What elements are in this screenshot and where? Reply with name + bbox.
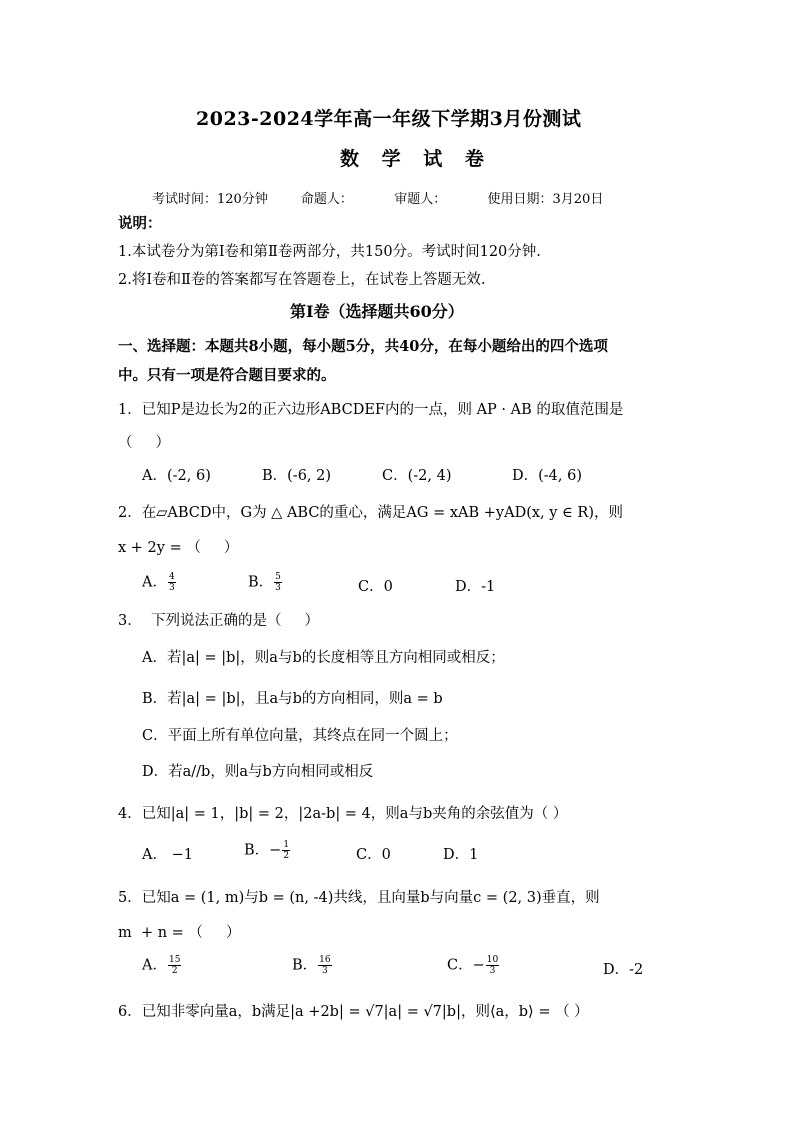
question-2-stem: 2．在▱ABCD中，G为 △ ABC的重心，满足AG = xAB +yAD(x, y ∈ R)，则 <box>118 505 623 521</box>
fraction <box>486 955 499 976</box>
question-1-stem: 1．已知P是边长为2的正六边形ABCDEF内的一点，则 AP · AB 的取值范围是 <box>118 402 624 418</box>
question-2-option-c: C．0 <box>358 579 393 595</box>
option-label: A． <box>142 957 167 974</box>
numerator: 1 <box>283 840 290 850</box>
note-item-1: 1.本试卷分为第Ⅰ卷和第Ⅱ卷两部分，共150分。考试时间120分钟. <box>118 244 541 260</box>
question-5-option-c <box>447 955 500 976</box>
option-label: B． <box>248 574 274 591</box>
question-1-answer-blank: （ ） <box>118 435 171 451</box>
question-2-stem-cont: x + 2y = （ ） <box>118 540 239 556</box>
note-item-2: 2.将Ⅰ卷和Ⅱ卷的答案都写在答题卷上，在试卷上答题无效. <box>118 272 486 288</box>
question-4-stem: 4．已知|a| = 1，|b| = 2，|2a-b| = 4，则a与b夹角的余弦值为（ ） <box>118 806 568 822</box>
option-label: B． <box>292 957 318 974</box>
question-5-option-b <box>292 955 333 976</box>
question-2-option-b <box>248 572 283 593</box>
option-label: B．− <box>244 842 282 859</box>
notes-heading: 说明： <box>118 215 162 232</box>
question-2-option-a <box>142 572 177 593</box>
question-4-option-c: C．0 <box>356 847 391 863</box>
numerator: 5 <box>275 572 281 582</box>
question-4-option-a: A． −1 <box>142 847 193 863</box>
question-5-stem: 5．已知a = (1, m)与b = (n, -4)共线，且向量b与向量c = (2, 3)垂直，则 <box>118 890 600 906</box>
question-3-option-d: D．若a//b，则a与b方向相同或相反 <box>142 764 374 780</box>
denominator: 3 <box>275 583 281 593</box>
denominator: 3 <box>489 966 496 976</box>
fraction <box>168 572 176 593</box>
question-1-option-a: A．(-2, 6) <box>142 468 211 484</box>
fraction <box>168 955 181 976</box>
question-6-stem: 6．已知非零向量a，b满足|a +2b| = √7|a| = √7|b|，则⟨a，b⟩ = （ ） <box>118 1004 589 1020</box>
fraction <box>318 955 331 976</box>
fraction <box>282 840 290 861</box>
option-label: C．− <box>447 957 485 974</box>
question-5-option-a <box>142 955 182 976</box>
numerator: 16 <box>319 955 331 965</box>
exam-meta: 考试时间：120分钟 命题人： 审题人： 使用日期：3月20日 <box>152 192 604 207</box>
section-instruction-line2: 中。只有一项是符合题目要求的。 <box>118 367 336 384</box>
option-label: A． <box>142 574 167 591</box>
section-instruction-line1: 一、选择题：本题共8小题，每小题5分，共40分，在每小题给出的四个选项 <box>118 338 608 355</box>
question-1-option-d: D．(-4, 6) <box>512 468 583 484</box>
question-5-stem-cont: m + n = （ ） <box>118 925 241 941</box>
numerator: 4 <box>168 572 175 582</box>
question-3-option-b: B．若|a| = |b|，且a与b的方向相同，则a = b <box>142 691 443 707</box>
numerator: 10 <box>486 955 499 965</box>
question-2-option-d: D．-1 <box>455 579 496 595</box>
question-4-option-d: D．1 <box>443 847 479 863</box>
exam-title: 2023-2024学年高一年级下学期3月份测试 <box>196 108 582 130</box>
denominator: 3 <box>322 966 328 976</box>
exam-subtitle: 数 学 试 卷 <box>340 148 492 170</box>
denominator: 2 <box>171 966 178 976</box>
question-3-option-a: A．若|a| = |b|，则a与b的长度相等且方向相同或相反； <box>142 650 505 666</box>
fraction <box>274 572 282 593</box>
question-5-option-d: D．-2 <box>603 962 644 978</box>
question-3-option-c: C．平面上所有单位向量，其终点在同一个圆上； <box>142 728 458 744</box>
question-1-option-b: B．(-6, 2) <box>262 468 332 484</box>
section-heading: 第Ⅰ卷（选择题共60分） <box>290 302 464 321</box>
question-4-option-b <box>244 840 291 861</box>
question-3-stem: 3． 下列说法正确的是（ ） <box>118 613 319 629</box>
denominator: 2 <box>283 851 290 861</box>
question-1-option-c: C．(-2, 4) <box>382 468 452 484</box>
numerator: 15 <box>168 955 181 965</box>
denominator: 3 <box>168 583 175 593</box>
